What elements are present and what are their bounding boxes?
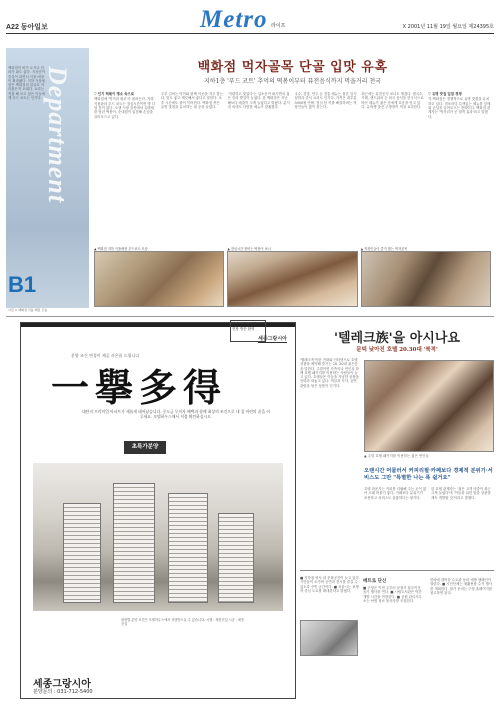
apartment-tower	[168, 493, 208, 603]
apartment-tower	[218, 513, 254, 603]
food-photo	[361, 251, 491, 307]
article-column: 한 호텔 관계자는 '젊은 고객 비중이 최근 크게 늘었다'며 '이들을 위한 맞춤 상품을 계속 개발할 것'이라고 말했다.	[431, 487, 491, 500]
brief-right: 한파에 대비한 수도관 동파 예방 캠페인이 열린다. ■ 시민단체는 재활용품 수거 행사를 개최한다. 참가 문의는 구청 홈페이지를 참고하면 된다.	[430, 578, 493, 595]
food-headline: 백화점 먹자골목 단골 입맛 유혹	[197, 60, 388, 75]
photo-caption: ▲ 점심시간 붐비는 떡볶이 코너	[227, 247, 271, 251]
briefs-rule	[300, 570, 494, 571]
ad-calligraphy: 一擧多得	[51, 365, 228, 410]
food-story	[92, 46, 493, 314]
apartment-illustration	[33, 463, 283, 611]
article-column	[361, 92, 424, 244]
ad-badge: 초특가분양	[124, 441, 166, 454]
tele-subhead: 문턱 낮아진 호텔 20.30대 '북적'	[356, 347, 438, 353]
department-caption: 사진 = 백화점 식품 매장 모습	[8, 308, 48, 312]
article-column	[294, 92, 357, 244]
page-number: A22 동아일보	[6, 24, 48, 31]
ad-info-box: 분양문의 모델하우스 현장 방문 환영	[230, 320, 266, 342]
brief-photo	[300, 620, 358, 656]
tele-body: '텔레크족'이란 전화와 인터넷으로 호텔 상품을 예약해 즐기는 20, 30대 젊은층을 말한다. 주말이면 가족이나 연인과 함께 호텔 패키지를 이용하는 사람들이 늘고 있다. 호텔들은 이들을 겨냥한 상품을 잇따라 내놓고 있다. 객실과 식사, 공연 관람을 묶은 상품이 인기다.	[300, 358, 359, 388]
section-subtitle: 라이프	[271, 23, 286, 29]
tele-headline: '텔레크族'을 아시나요	[334, 331, 460, 346]
article-column	[94, 92, 157, 244]
photo-caption: ▲ 백화점 지하 식품매장 푸드코트 모습	[94, 247, 148, 251]
brief-middle: ■ 구청은 이번 주부터 동절기 불우이웃 돕기 행사를 연다. ■ 시립도서관은 야간 개방 시간을 연장한다. ■ 공원 관리사무소는 낙엽 청소 봉사자를 모집한다.	[363, 586, 422, 603]
apartment-ad	[20, 322, 296, 699]
column-text: 최근에는 퓨전음식 코너도 생겼다. 쌀국수, 카레, 샌드위치 등 외국 음식을 한국식으로 바꾼 메뉴가 젊은 층에게 호응을 얻고 있다. 유학생 출신 주방장이 직접 요리한다.	[361, 92, 424, 109]
photo-item	[94, 246, 224, 310]
column-text: 국수, 김밥, 만두 등 전통 메뉴는 물론 일식 덮밥과 중식 요리도 인기다. 가격은 대부분 5000원 안팎. 점심 한 끼를 해결하려는 직장인들이 많이 찾는다.	[294, 92, 357, 109]
food-photo	[227, 251, 357, 307]
ad-phone: 분양문의 : 031-712-5400	[33, 689, 93, 695]
tele-photo-caption: ▲ 주말 호텔 패키지를 이용하는 젊은 연인들	[364, 454, 429, 458]
photo-caption: ▲ 직장인들이 즐겨 찾는 먹자골목	[360, 247, 408, 251]
food-subhead: 지하1층 '푸드 코트' 추억의 떡볶이부터 퓨전음식까지 먹을거리 천국	[204, 78, 381, 85]
column-text: 주부 김씨는 아이와 함께 이곳을 자주 찾는다. 맛도 좋고 깨끗해서 좋다고 말한다. 오후 시간에도 줄이 이어진다. 백화점 측은 유명 맛집을 유치하는 데 공을 들였다.	[160, 92, 223, 109]
column-text: 각 백화점은 경쟁적으로 유명 맛집을 유치하고 있다. 점포마다 특색있는 메뉴를 앞세워 손님을 끌어모으는 전략이다. 백화점 관계자는 '먹거리가 곧 집객 효과'라고 말했다.	[428, 97, 491, 119]
page-header	[6, 4, 494, 48]
tele-columns	[364, 487, 494, 567]
brief-heading: 메트로 단신	[363, 579, 387, 584]
photo-item	[227, 246, 357, 310]
article-column	[161, 92, 224, 244]
article-column	[428, 92, 491, 244]
header-rule	[6, 33, 494, 34]
column-subhead: ▽ 유명 맛집 입점 경쟁	[428, 92, 462, 96]
photo-item	[361, 246, 491, 310]
article-column	[228, 92, 291, 244]
ad-logo: 세종그랑시아	[258, 336, 287, 342]
section-divider	[6, 316, 494, 317]
ad-tagline: 분양 조건 변경이 제공 사은품 드립니다	[71, 353, 140, 358]
article-column: 호텔 라운지는 커피를 리필해 주는 곳이 많아 오래 머물기 좋다. 카페보다 분위기가 조용하고 서비스도 훌륭하다는 평가다.	[364, 487, 427, 500]
ad-company: 세종그랑시아	[33, 679, 91, 690]
ad-fine-print: 평형별 분양 조건은 모델하우스에서 상담받으실 수 있습니다. 시행 : 세종건설 시공 : 세종건설	[121, 618, 245, 627]
column-text: 백화점에 '먹거리 원조'가 몰려든다. 지하 식품관의 푸드 코트는 점심시간이면 발 디딜 틈이 없다. 오랜 시장 골목에서 유명세를 탔던 떡볶이, 순대집이 입점해 손님을 끌어모으고 있다.	[94, 97, 156, 119]
apartment-tower	[113, 483, 155, 603]
apartment-tower	[63, 503, 101, 603]
floor-label: B1	[8, 272, 37, 297]
brief-left: ■ 지하철 역사 내 문화공간이 늘고 있다. 시민들이 오가며 공연과 전시를 즐길 수 있도록 꾸민 공간이다. ■ 서울시는 보행자 중심 도로를 확대한다고 밝혔다.	[300, 576, 360, 593]
food-photo-row	[94, 246, 491, 310]
hotel-couple-photo	[364, 360, 494, 452]
department-word: Department	[43, 66, 72, 204]
dateline: X 2001년 11월 19일 월요일 제24395호	[402, 24, 494, 30]
food-photo	[94, 251, 224, 307]
food-columns	[94, 92, 491, 244]
column-text: '저렴하고 맛있다'는 입소문이 퍼지면서 젊은 층의 발길이 늘었다. 한 백화점은 지난해보다 매출이 크게 늘었다고 밝혔다. 분식점 외에도 다양한 메뉴가 갖춰졌다.	[227, 92, 290, 109]
ad-copy: 대단지 프리미엄 아파트가 새롭게 태어났습니다. 중도금 무이자 혜택과 함께 최상의 조건으로 내 집 마련의 꿈을 이루세요. 모델하우스에서 직접 확인하십시오.	[81, 409, 271, 419]
section-title: Metro	[200, 6, 268, 33]
department-graphic	[6, 48, 89, 313]
tele-box-headline: 오랜시간 머물러서 커피리필·카페보다 경제적 분위기·서비스도 그만 "특별한 나는 폭 쉴거요"	[364, 468, 493, 481]
department-side-text: 백화점이 비가 오거나 한파가 와도 좋다. 지상층이 중심이 되면서 식품 매장이 확장됐다. 지하 식품매장은 백화점의 얼굴로 자리잡은지 오래다. 요리는 직접 해 보고 싶은 이들에게 푸드 코트는 인기다.	[8, 66, 46, 101]
column-subhead: ▽ 인기 떡볶이 명소 속으로	[94, 92, 135, 96]
